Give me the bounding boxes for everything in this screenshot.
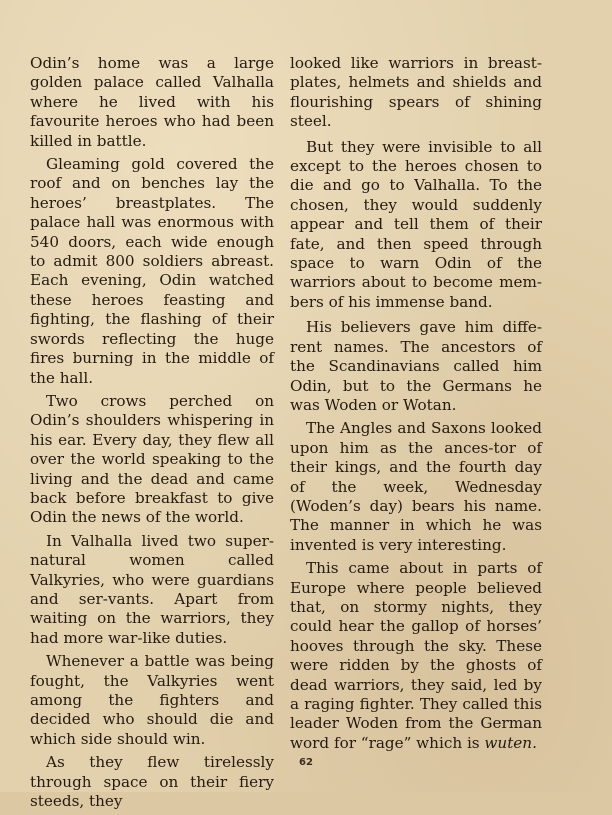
paragraph: Gleaming gold covered the roof and on benches lay the heroes’ breastplates. The palace hall was enormous with 540 doors, each wide enough to admit 800 soldiers abreast. Each evening, Odin watched these heroes feasting and fighting, the flashing of their swords reflecting the huge fires burning in the middle of the hall. xyxy=(30,155,274,387)
page-number: 62 xyxy=(299,757,313,768)
paragraph: Two crows perched on Odin’s shoulders whispering in his ear. Every day, they flew all over the world speaking to the living and the dead and came back before breakfast to give Odin the news of the world. xyxy=(30,391,274,527)
paragraph-text: This came about in parts of Europe where people believed that, on stormy nights, they could hear the gallop of horses’ hooves through the sky. These were ridden by the ghosts of dead warriors, they said, led by a raging fighter. They called this leader Woden from the German word for “rage” which is xyxy=(290,559,542,752)
paragraph: But they were invisible to all except to the heroes chosen to die and go to Valhalla. To the chosen, they would suddenly appear and tell them of their fate, and then speed through space to warn Odin of the warriors about to become mem-bers of his immense band. xyxy=(290,137,542,311)
paragraph: The Angles and Saxons looked upon him as the ances-tor of their kings, and the fourth day of the week, Wednesday (Woden’s day) bears his name. The manner in which he was invented is very interesting. xyxy=(290,419,542,554)
right-text-column xyxy=(290,54,542,757)
paragraph: As they flew tirelessly through space on their fiery steeds, they xyxy=(30,753,274,811)
paragraph: looked like warriors in breast-plates, helmets and shields and flourishing spears of shining steel. xyxy=(290,54,542,131)
paragraph: Odin’s home was a large golden palace called Valhalla where he lived with his favourite heroes who had been killed in battle. xyxy=(30,54,274,150)
left-text-column xyxy=(30,54,274,815)
paragraph: His believers gave him diffe-rent names. The ancestors of the Scandinavians called him Odin, but to the Germans he was Woden or Wotan. xyxy=(290,318,542,414)
italic-word: wuten. xyxy=(484,733,537,752)
paragraph: In Valhalla lived two super-natural women called Valkyries, who were guardians and ser-vants. Apart from waiting on the warriors, they had more war-like duties. xyxy=(30,531,274,647)
paragraph: Whenever a battle was being fought, the Valkyries went among the fighters and decided who should die and which side should win. xyxy=(30,652,274,748)
paragraph xyxy=(290,559,542,753)
